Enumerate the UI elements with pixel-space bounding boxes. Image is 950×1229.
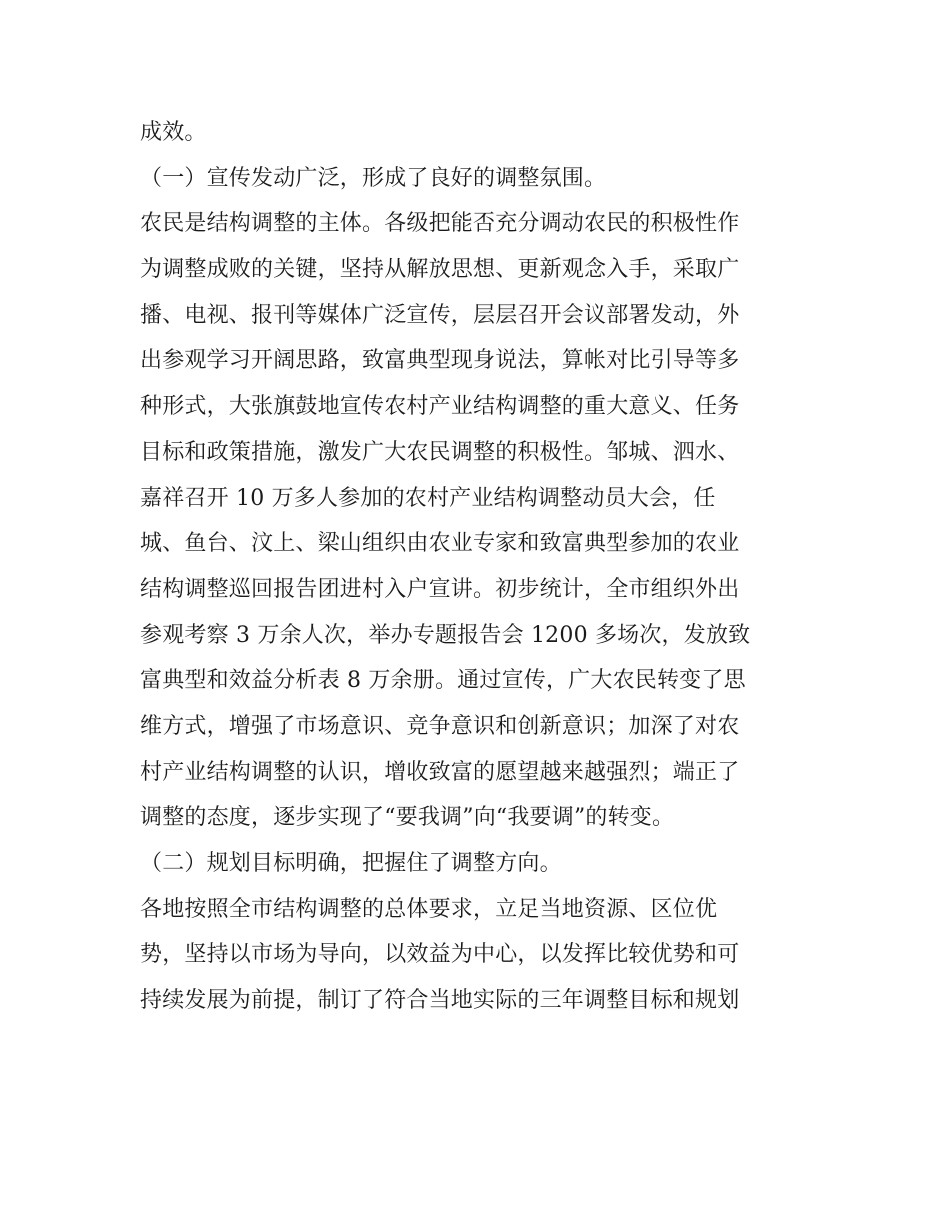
text-line: 持续发展为前提，制订了符合当地实际的三年调整目标和规划 — [140, 988, 740, 1014]
text-line: 成效。 — [140, 120, 207, 145]
text-line: 村产业结构调整的认识，增收致富的愿望越来越强烈；端正了 — [140, 759, 740, 785]
text-line: 目标和政策措施，激发广大农民调整的积极性。邹城、泗水、 — [140, 439, 740, 465]
section-heading-2: （二）规划目标明确，把握住了调整方向。 — [140, 851, 562, 876]
text-line: 城、鱼台、汶上、梁山组织由农业专家和致富典型参加的农业 — [140, 531, 740, 557]
text-line: 出参观学习开阔思路，致富典型现身说法，算帐对比引导等多 — [140, 348, 740, 374]
text-line: 各地按照全市结构调整的总体要求，立足当地资源、区位优 — [140, 896, 718, 922]
text-line: 种形式，大张旗鼓地宣传农村产业结构调整的重大意义、任务 — [140, 394, 740, 420]
text-line: 播、电视、报刊等媒体广泛宣传，层层召开会议部署发动，外 — [140, 302, 740, 328]
text-line: 富典型和效益分析表 8 万余册。通过宣传，广大农民转变了思 — [140, 668, 746, 694]
text-line: 势，坚持以市场为导向，以效益为中心，以发挥比较优势和可 — [140, 942, 740, 968]
section-heading-1: （一）宣传发动广泛，形成了良好的调整氛围。 — [140, 165, 607, 191]
text-line: 维方式，增强了市场意识、竞争意识和创新意识；加深了对农 — [140, 713, 740, 739]
text-line: 农民是结构调整的主体。各级把能否充分调动农民的积极性作 — [140, 211, 740, 237]
text-line: 调整的态度，逐步实现了“要我调”向“我要调”的转变。 — [140, 805, 675, 831]
text-line: 参观考察 3 万余人次，举办专题报告会 1200 多场次，发放致 — [140, 622, 751, 648]
body-text — [140, 110, 820, 1024]
text-line: 结构调整巡回报告团进村入户宣讲。初步统计，全市组织外出 — [140, 576, 740, 602]
text-line: 嘉祥召开 10 万多人参加的农村产业结构调整动员大会，任 — [140, 485, 716, 511]
text-line: 为调整成败的关键，坚持从解放思想、更新观念入手，采取广 — [140, 257, 740, 283]
